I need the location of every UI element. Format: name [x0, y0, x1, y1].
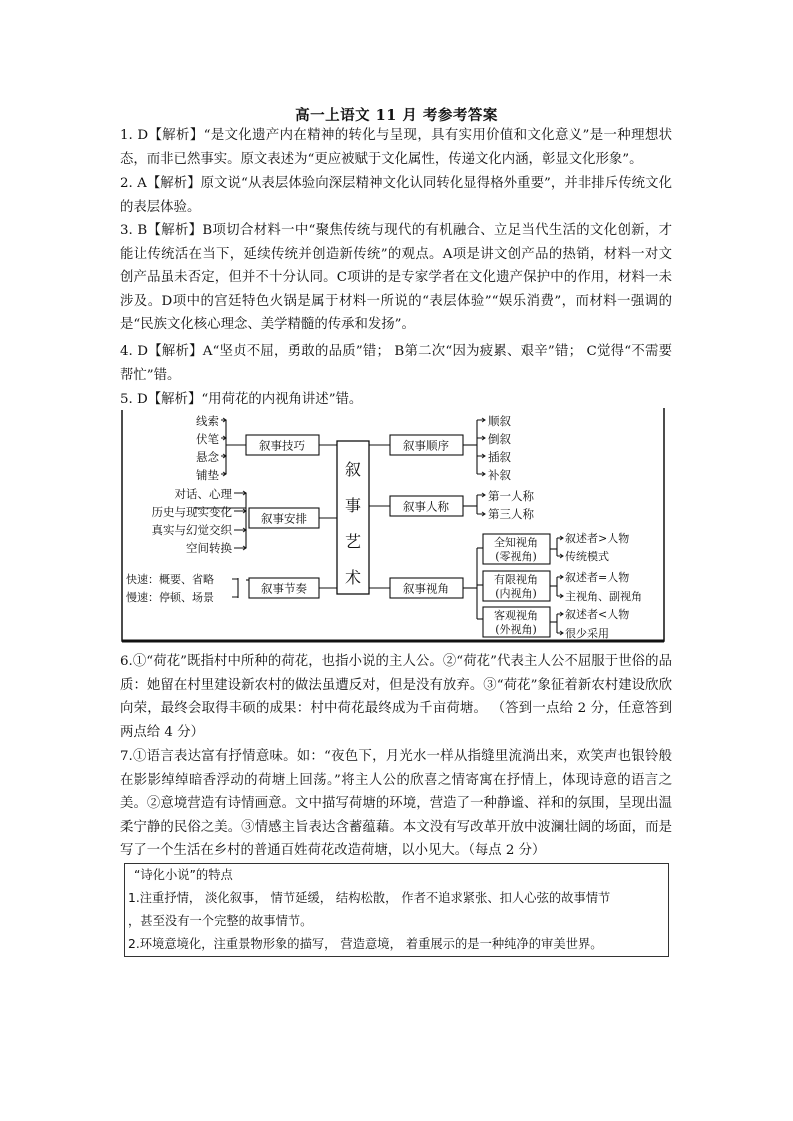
view-label: 叙事视角	[403, 581, 449, 596]
order-item-1: 顺叙	[488, 414, 511, 428]
view-2-alt: (内视角)	[495, 587, 537, 600]
answer-5: 5. D【解析】“用荷花的内视角讲述”错。	[120, 392, 363, 407]
view-2-item-2: 主视角、副视角	[565, 590, 642, 603]
arrangement-label: 叙事安排	[261, 511, 307, 526]
note-heading: “诗化小说”的特点	[134, 868, 233, 882]
person-item-2: 第三人称	[488, 507, 534, 521]
view-1-item-2: 传统模式	[565, 550, 609, 563]
person-item-1: 第一人称	[488, 489, 534, 503]
order-item-4: 补叙	[488, 468, 511, 482]
arrangement-item-3: 真实与幻觉交织	[151, 523, 232, 537]
view-2-name: 有限视角	[494, 573, 538, 586]
view-3-name: 客观视角	[494, 609, 538, 622]
rhythm-label: 叙事节奏	[261, 581, 307, 596]
technique-item-4: 铺垫	[196, 468, 219, 482]
center-char-2: 事	[344, 496, 362, 515]
arrangement-item-1: 对话、心理	[174, 487, 232, 501]
answer-6: 6.①“荷花”既指村中所种的荷花，也指小说的主人公。②“荷花”代表主人公不屈服于世俗的品质：她留在村里建设新农村的做法虽遭反对，但是没有放弃。③“荷花”象征着新农村建设欣欣向荣，最终会取得丰硕的成果：村中荷花最终成为千亩荷塘。 （答到一点给 2 分，任意答到两点给 4 分）	[120, 654, 672, 740]
view-1-alt: (零视角)	[495, 550, 537, 563]
view-1-item-1: 叙述者>人物	[565, 532, 630, 545]
arrangement-item-2: 历史与现实变化	[151, 505, 232, 519]
technique-item-1: 线索	[196, 414, 219, 428]
page-title: 高一上语文 11 月 考参考答案	[295, 107, 498, 124]
view-3-item-1: 叙述者<人物	[565, 608, 630, 621]
answer-4: 4. D【解析】A“坚贞不屈，勇敢的品质”错； B第二次“因为疲累、艰辛”错； C觉得“不需要帮忙”错。	[120, 344, 672, 383]
view-3-item-2: 很少采用	[565, 627, 609, 640]
note-line-3: 2.环境意境化，注重景物形象的描写， 营造意境， 着重展示的是一种纯净的审美世界。	[128, 937, 603, 951]
order-item-3: 插叙	[488, 450, 511, 464]
technique-item-2: 伏笔	[196, 432, 219, 446]
person-label: 叙事人称	[403, 499, 449, 514]
answer-1: 1. D【解析】“是文化遗产内在精神的转化与呈现，具有实用价值和文化意义”是一种理想状态，而非已然事实。原文表述为“更应被赋于文化属性，传递文化内涵，彰显文化形象”。	[120, 128, 672, 167]
note-line-2: ，甚至没有一个完整的故事情节。	[128, 914, 313, 928]
center-char-3: 艺	[344, 532, 362, 551]
poetic-novel-note	[124, 863, 669, 957]
answer-2: 2. A【解析】原文说“从表层体验向深层精神文化认同转化显得格外重要”，并非排斥传统文化的表层体验。	[120, 176, 672, 215]
answer-3: 3. B【解析】B项切合材料一中“聚焦传统与现代的有机融合、立足当代生活的文化创新，才能让传统活在当下，延续传统并创造新传统”的观点。A项是讲文创产品的热销，材料一对文创产品虽未否定，但并不十分认同。C项讲的是专家学者在文化遗产保护中的作用，材料一未涉及。D项中的宫廷特色火锅是属于材料一所说的“表层体验”“娱乐消费”，而材料一强调的是“民族文化核心理念、美学精髓的传承和发扬”。	[120, 223, 672, 332]
note-line-1: 1.注重抒情， 淡化叙事， 情节延缓， 结构松散， 作者不追求紧张、扣人心弦的故事情节	[128, 891, 611, 905]
technique-item-3: 悬念	[196, 450, 219, 464]
view-2-item-1: 叙述者=人物	[565, 571, 630, 584]
center-char-1: 叙	[344, 460, 362, 479]
order-label: 叙事顺序	[403, 438, 449, 453]
center-char-4: 术	[344, 568, 362, 587]
arrangement-item-4: 空间转换	[186, 541, 232, 555]
view-1-name: 全知视角	[494, 536, 538, 549]
technique-label: 叙事技巧	[259, 438, 305, 453]
answer-7: 7.①语言表达富有抒情意味。如：“夜色下，月光水一样从指缝里流淌出来，欢笑声也银铃般在影影绰绰暗香浮动的荷塘上回荡。”将主人公的欣喜之情寄寓在抒情上，体现诗意的语言之美。②意境营造有诗情画意。文中描写荷塘的环境，营造了一种静谧、祥和的氛围，呈现出温柔宁静的民俗之美。③情感主旨表达含蓄蕴藉。本文没有写改革开放中波澜壮阔的场面，而是写了一个生活在乡村的普通百姓荷花改造荷塘，以小见大。（每点 2 分）	[120, 749, 672, 858]
order-item-2: 倒叙	[488, 432, 511, 446]
view-3-alt: (外视角)	[495, 623, 537, 636]
rhythm-item-1: 快速：概要、省略	[126, 573, 214, 586]
rhythm-item-2: 慢速：停顿、场景	[126, 591, 214, 604]
